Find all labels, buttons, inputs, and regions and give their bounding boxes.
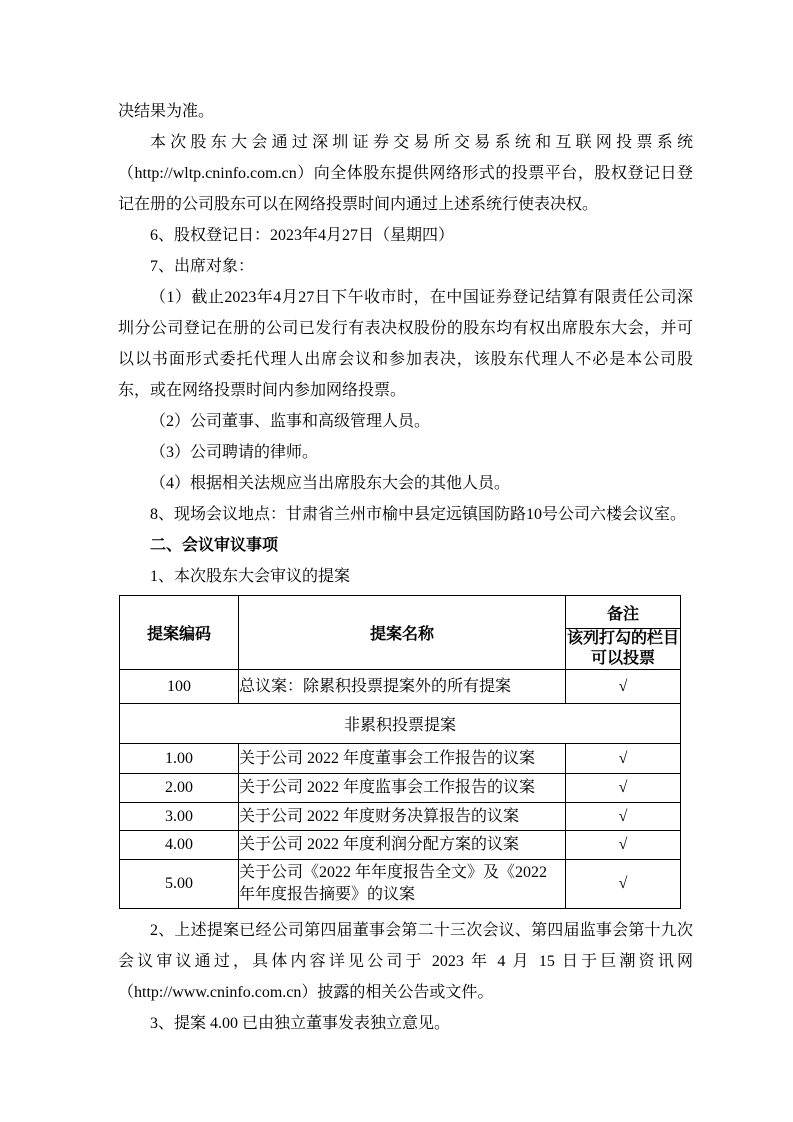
proposal-code: 2.00 [120, 774, 239, 803]
col-header-proposal-code: 提案编码 [120, 596, 239, 670]
body-paragraph: （2）公司董事、监事和高级管理人员。 [150, 413, 431, 430]
proposal-name: 关于公司 2022 年度财务决算报告的议案 [239, 803, 566, 831]
table-row [120, 744, 681, 774]
proposal-name: 关于公司 2022 年度监事会工作报告的议案 [239, 774, 566, 803]
checkmark-icon: √ [566, 774, 681, 803]
page-content [118, 96, 693, 1039]
proposals-table [119, 595, 681, 909]
proposal-name: 关于公司 2022 年度利润分配方案的议案 [239, 831, 566, 860]
checkmark-icon: √ [566, 670, 681, 704]
checkmark-icon: √ [566, 860, 681, 909]
table-section-row [120, 704, 681, 744]
body-paragraph: （4）根据相关法规应当出席股东大会的其他人员。 [150, 475, 511, 492]
table-row [120, 670, 681, 704]
body-paragraph: 决结果为准。 [118, 103, 215, 120]
table-row [120, 774, 681, 803]
col-header-note-sub: 该列打勾的栏目可以投票 [566, 629, 681, 670]
table-row [120, 860, 681, 909]
closing-paragraphs [118, 915, 693, 1039]
body-paragraph: （1）截止2023年4月27日下午收市时，在中国证券登记结算有限责任公司深圳分公司登记在册的公司已发行有表决权股份的股东均有权出席股东大会，并可以以书面形式委托代理人出席会议和参加表决，该股东代理人不必是本公司股东，或在网络投票时间内参加网络投票。 [118, 289, 693, 399]
section-heading: 二、会议审议事项 [150, 537, 279, 554]
col-header-proposal-name: 提案名称 [239, 596, 566, 670]
proposal-name: 关于公司《2022 年年度报告全文》及《2022 年年度报告摘要》的议案 [239, 860, 566, 909]
proposal-code: 4.00 [120, 831, 239, 860]
proposal-code: 3.00 [120, 803, 239, 831]
body-paragraph: 本次股东大会通过深圳证券交易所交易系统和互联网投票系统（http://wltp.cninfo.com.cn）向全体股东提供网络形式的投票平台，股权登记日登记在册的公司股东可以在网络投票时间内通过上述系统行使表决权。 [118, 134, 693, 213]
proposal-code: 5.00 [120, 860, 239, 909]
checkmark-icon: √ [566, 744, 681, 774]
checkmark-icon: √ [566, 803, 681, 831]
body-paragraph: 1、本次股东大会审议的提案 [150, 568, 351, 585]
body-paragraph: 7、出席对象： [150, 258, 255, 275]
proposal-code: 1.00 [120, 744, 239, 774]
body-paragraph: 2、上述提案已经公司第四届董事会第二十三次会议、第四届监事会第十九次会议审议通过，具体内容详见公司于 2023 年 4 月 15 日于巨潮资讯网（http://www.cninfo.com.cn）披露的相关公告或文件。 [118, 922, 693, 1001]
body-paragraph: （3）公司聘请的律师。 [150, 444, 319, 461]
col-header-note: 备注 [566, 596, 681, 629]
table-row [120, 831, 681, 860]
proposal-code: 100 [120, 670, 239, 704]
body-paragraph: 3、提案 4.00 已由独立董事发表独立意见。 [150, 1015, 451, 1032]
checkmark-icon: √ [566, 831, 681, 860]
body-paragraph: 6、股权登记日：2023年4月27日（星期四） [150, 227, 455, 244]
table-row [120, 803, 681, 831]
proposal-name: 关于公司 2022 年度董事会工作报告的议案 [239, 744, 566, 774]
table-header-row [120, 596, 681, 629]
body-paragraph: 8、现场会议地点：甘肃省兰州市榆中县定远镇国防路10号公司六楼会议室。 [150, 506, 687, 523]
section-row-label: 非累积投票提案 [120, 704, 681, 744]
proposal-name: 总议案：除累积投票提案外的所有提案 [239, 670, 566, 704]
